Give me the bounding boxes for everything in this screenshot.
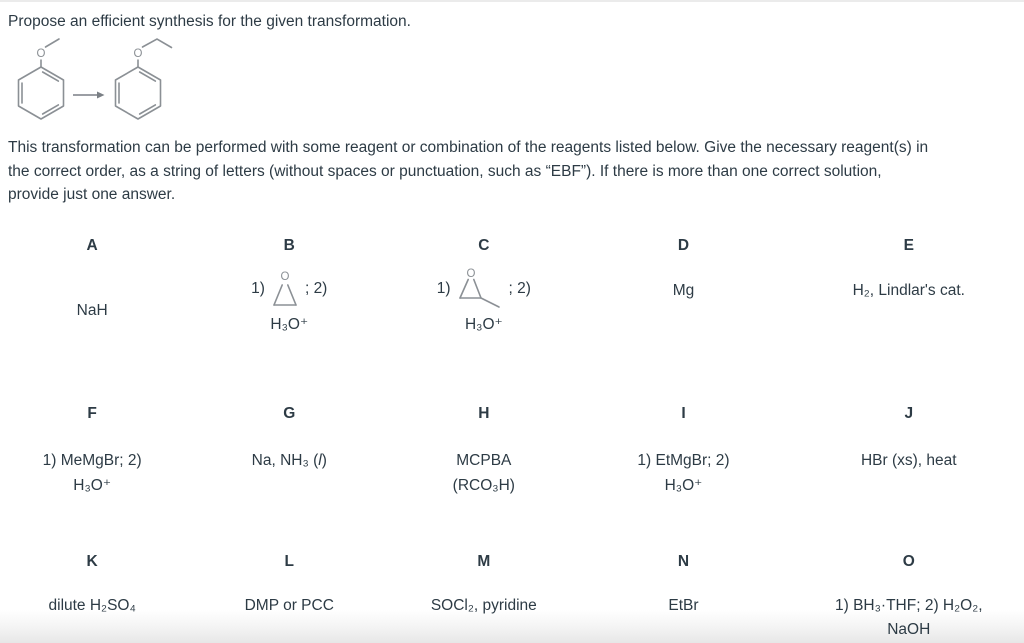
- ethylene-oxide-structure: [270, 269, 300, 309]
- reagent-option-c: [394, 237, 573, 335]
- reagent-letter-n: N: [677, 552, 690, 570]
- reagent-o-line1: 1) BH₃·THF; 2) H₂O₂,: [835, 596, 983, 614]
- reagent-h-line1: MCPBA: [456, 451, 512, 469]
- reagent-option-k: [0, 553, 184, 642]
- reagent-option-l: [184, 553, 394, 642]
- reagent-f-line2: H₃O⁺: [73, 476, 112, 494]
- reagent-row-1: [0, 237, 1024, 405]
- reagent-option-j: [794, 405, 1024, 498]
- reagent-text-b: [184, 265, 394, 313]
- instructions-line-2: the correct order, as a string of letters (without spaces or punctuation, such as “EBF”). If there is more than one correct solution,: [8, 162, 882, 180]
- reagent-b-line2: H₃O⁺: [270, 315, 309, 333]
- product-structure-phenetole: [111, 36, 197, 124]
- reagent-i-line2: H₃O⁺: [664, 476, 703, 494]
- reagent-option-f: [0, 405, 184, 498]
- oxygen-atom-label: O: [466, 267, 475, 280]
- reagent-text-j: [794, 448, 1024, 473]
- reagent-text-n: [573, 594, 793, 618]
- reagent-letter-h: H: [478, 404, 490, 422]
- reagent-text-a: NaH: [76, 301, 108, 319]
- reagent-option-m: [394, 553, 573, 642]
- reagent-letter-f: F: [87, 404, 97, 422]
- reagent-option-d: [573, 237, 793, 335]
- reagent-text-i: [573, 448, 793, 498]
- propylene-oxide-structure: [456, 266, 504, 312]
- reagent-f-line1: 1) MeMgBr; 2): [42, 451, 142, 469]
- oxygen-atom-label: O: [280, 270, 290, 283]
- reagent-letter-b: B: [283, 236, 295, 254]
- reagent-text-k: [0, 594, 184, 618]
- reagent-option-a: [0, 237, 184, 335]
- benzene-ring: [116, 67, 161, 119]
- reagent-letter-i: I: [681, 404, 686, 422]
- reagent-h-line2: (RCO₃H): [452, 476, 515, 494]
- reagent-letter-k: K: [86, 552, 98, 570]
- reagent-m-line1: SOCl₂, pyridine: [430, 596, 537, 614]
- reaction-arrow-icon: [72, 90, 105, 100]
- reagent-row-2: [0, 405, 1024, 553]
- reagent-option-b: [184, 237, 394, 335]
- reagent-letter-g: G: [283, 404, 296, 422]
- reagent-letter-d: D: [677, 236, 690, 254]
- question-prompt: Propose an efficient synthesis for the given transformation.: [8, 13, 411, 30]
- reagent-option-e: [794, 237, 1024, 335]
- reagent-text-e: H₂, Lindlar's cat.: [852, 281, 965, 299]
- reagent-text-m: [394, 594, 573, 618]
- reagent-text-f: [0, 448, 184, 498]
- question-instructions: [8, 136, 1016, 207]
- reagent-text-c: [394, 265, 573, 313]
- reagent-l-line1: DMP or PCC: [244, 596, 334, 614]
- reagent-option-h: [394, 405, 573, 498]
- reagent-i-line1: 1) EtMgBr; 2): [637, 451, 730, 469]
- reagent-option-i: [573, 405, 793, 498]
- reagent-text-d: Mg: [672, 281, 695, 299]
- reagent-option-o: [794, 553, 1024, 642]
- reagent-g-close-paren: ): [321, 451, 327, 469]
- ethyl-group-bond: [143, 39, 172, 48]
- reagent-text-h: [394, 448, 573, 498]
- reagent-c-line2: H₃O⁺: [464, 315, 503, 333]
- reagent-row-3: [0, 553, 1024, 642]
- reagent-b-step1: 1): [251, 279, 265, 297]
- instructions-line-1: This transformation can be performed with some reagent or combination of the reagents listed below. Give the necessary reagent(s) in: [8, 139, 929, 156]
- reagent-text-g: [184, 448, 394, 473]
- reagent-c-step1: 1): [436, 279, 451, 297]
- reagent-letter-j: J: [904, 404, 914, 422]
- reactant-structure-anisole: [14, 36, 84, 124]
- reagent-letter-e: E: [903, 236, 914, 254]
- reagent-letter-a: A: [86, 236, 98, 254]
- reagent-letter-m: M: [477, 552, 491, 570]
- reagent-option-g: [184, 405, 394, 498]
- reaction-scheme: [12, 32, 1024, 128]
- instructions-line-3: provide just one answer.: [8, 186, 176, 203]
- reagent-text-l: [184, 594, 394, 618]
- liquid-state-symbol: l: [318, 451, 322, 469]
- reagent-k-line1: dilute H₂SO₄: [48, 596, 136, 614]
- reagent-letter-c: C: [478, 236, 490, 254]
- reagent-option-n: [573, 553, 793, 642]
- reagent-o-line2: NaOH: [887, 620, 931, 638]
- reagent-j-line1: HBr (xs), heat: [860, 451, 957, 469]
- reagent-letter-l: L: [284, 552, 294, 570]
- reagent-g-formula: Na, NH₃ (: [251, 451, 319, 469]
- oxygen-atom-label: O: [133, 48, 143, 60]
- oxygen-atom-label: O: [36, 48, 46, 60]
- methyl-group-bond: [481, 298, 499, 307]
- reagent-g-line1: [184, 448, 394, 473]
- benzene-ring: [19, 67, 64, 119]
- reagent-n-line1: EtBr: [668, 596, 699, 614]
- reagent-text-o: [794, 594, 1024, 642]
- reagent-letter-o: O: [902, 552, 915, 570]
- reagent-b-step2: ; 2): [304, 279, 328, 297]
- reagent-c-step2: ; 2): [508, 279, 531, 297]
- methyl-group-bond: [46, 39, 60, 47]
